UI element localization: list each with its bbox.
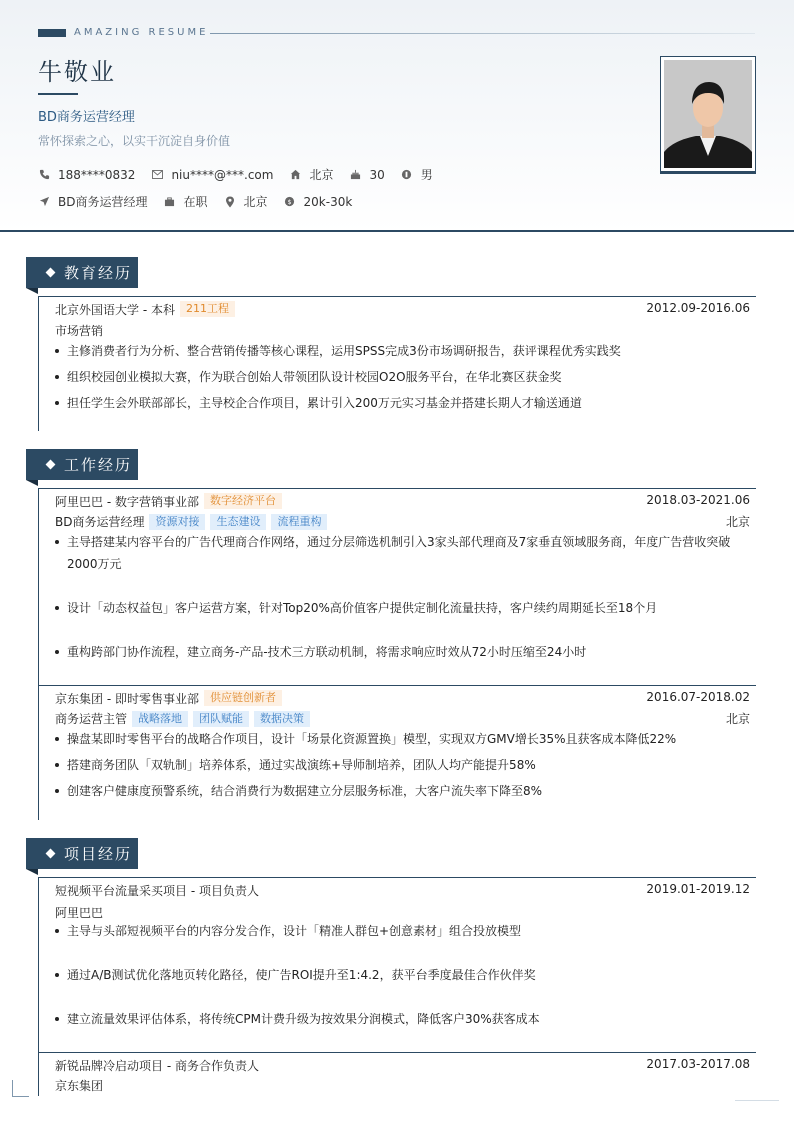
phone-icon — [38, 169, 50, 181]
skill-tag: 资源对接 — [149, 514, 205, 530]
bullet-dot — [55, 929, 59, 933]
work-entry — [38, 488, 756, 685]
bullet-text: 创建客户健康度预警系统，结合消费行为数据建立分层服务标准，大客户流失率下降至8% — [67, 784, 543, 798]
skill-tag: 流程重构 — [271, 514, 327, 530]
entry-subtitle — [55, 904, 750, 921]
section-title-project — [26, 838, 138, 869]
bullet-item — [55, 728, 750, 750]
entry-date: 2019.01-2019.12 — [646, 882, 750, 896]
bullet-dot — [55, 737, 59, 741]
gender-text: 男 — [420, 168, 433, 182]
intent-city-text: 北京 — [243, 195, 268, 209]
email-item — [151, 168, 273, 182]
bullet-item — [55, 780, 750, 802]
tab-fold — [26, 480, 38, 486]
bullet-item — [55, 597, 750, 619]
section-title-work — [26, 449, 138, 480]
bullet-dot — [55, 650, 59, 654]
city-text: 北京 — [309, 168, 334, 182]
age-text: 30 — [369, 167, 385, 182]
mail-icon — [151, 169, 163, 181]
phone-text: 188****0832 — [58, 167, 136, 182]
cake-icon — [349, 169, 361, 181]
bullet-item — [55, 641, 750, 663]
section-title-text: 项目经历 — [64, 845, 133, 863]
skill-tag: 生态建设 — [210, 514, 266, 530]
age-item — [349, 168, 384, 182]
bullet-dot — [55, 375, 59, 379]
bullet-dot — [55, 540, 59, 544]
entry-header — [55, 300, 750, 318]
company: 京东集团 — [55, 1079, 104, 1093]
intent-city-item — [224, 193, 268, 210]
entry-date: 2012.09-2016.06 — [646, 301, 750, 315]
send-icon — [38, 196, 50, 208]
bullet-text: 通过A/B测试优化落地页转化路径，使广告ROI提升至1:4.2，获平台季度最佳合作伙伴奖 — [67, 968, 536, 982]
bullet-text: 建立流量效果评估体系，将传统CPM计费升级为按效果分润模式，降低客户30%获客成本 — [67, 1012, 540, 1026]
entry-title: 短视频平台流量采买项目 - 项目负责人 — [55, 883, 259, 898]
position: BD商务运营经理 — [55, 515, 145, 529]
intent-position-text: BD商务运营经理 — [58, 195, 148, 209]
tab-fold — [26, 869, 38, 875]
svg-text:$: $ — [287, 197, 292, 206]
entry-title: 京东集团 - 即时零售事业部 — [55, 691, 199, 706]
skill-tag: 战略落地 — [132, 711, 188, 727]
diamond-icon — [46, 268, 56, 278]
education-entry — [38, 296, 756, 431]
salary-text: 20k-30k — [303, 194, 353, 209]
section-title-text: 工作经历 — [64, 456, 133, 474]
bullet-dot — [55, 973, 59, 977]
motto: 常怀探索之心，以实干沉淀自身价值 — [38, 134, 231, 148]
entry-subtitle — [55, 1077, 750, 1094]
entry-location: 北京 — [725, 712, 750, 726]
header-divider — [0, 230, 794, 232]
bullet-dot — [55, 763, 59, 767]
entry-subtitle — [55, 322, 750, 339]
entry-header — [55, 881, 750, 899]
entry-header — [55, 689, 750, 707]
home-icon — [289, 169, 301, 181]
major: 市场营销 — [55, 324, 104, 338]
bullet-text: 主修消费者行为分析、整合营销传播等核心课程，运用SPSS完成3份市场调研报告，获评课程优秀实践奖 — [67, 344, 621, 358]
location-icon — [224, 196, 236, 208]
diamond-icon — [46, 460, 56, 470]
bullet-continuation — [55, 553, 750, 575]
tag-badge: 供应链创新者 — [204, 690, 282, 706]
bullet-item — [55, 754, 750, 776]
bullet-item — [55, 366, 750, 388]
profile-photo — [660, 56, 756, 172]
status-item — [163, 193, 207, 210]
entry-header — [55, 1056, 750, 1074]
bullet-item — [55, 920, 750, 942]
salary-icon — [284, 196, 296, 208]
gender-icon — [401, 169, 413, 181]
tab-fold — [26, 288, 38, 294]
page-corner-mark — [12, 1080, 29, 1097]
bullet-item — [55, 964, 750, 986]
bullet-dot — [55, 349, 59, 353]
name-underline — [38, 93, 78, 95]
email-text: niu****@***.com — [171, 167, 274, 182]
bullet-text: 主导与头部短视频平台的内容分发合作，设计「精准人群包+创意素材」组合投放模型 — [67, 924, 522, 938]
bullet-dot — [55, 1017, 59, 1021]
avatar — [664, 60, 752, 168]
entry-title: 北京外国语大学 - 本科 — [55, 302, 175, 317]
intent-row — [38, 193, 368, 210]
section-title-education — [26, 257, 138, 288]
diamond-icon — [46, 849, 56, 859]
brand-text: AMAZING RESUME — [74, 27, 209, 38]
skill-tag: 团队赋能 — [193, 711, 249, 727]
contact-row — [38, 166, 449, 183]
bullet-text: 操盘某即时零售平台的战略合作项目，设计「场景化资源置换」模型，实现双方GMV增长35%且获客成本降低22% — [67, 732, 677, 746]
gender-item — [401, 166, 433, 183]
phone-item — [38, 168, 135, 182]
bullet-text: 设计「动态权益包」客户运营方案，针对Top20%高价值客户提供定制化流量扶持，客户续约周期延长至18个月 — [67, 601, 658, 615]
job-title: BD商务运营经理 — [38, 110, 135, 125]
salary-item — [284, 195, 353, 209]
status-text: 在职 — [183, 195, 208, 209]
bullet-dot — [55, 789, 59, 793]
section-title-text: 教育经历 — [64, 264, 133, 282]
candidate-name: 牛敬业 — [38, 58, 116, 86]
bullet-text: 搭建商务团队「双轨制」培养体系，通过实战演练+导师制培养，团队人均产能提升58% — [67, 758, 536, 772]
skill-tag: 数据决策 — [254, 711, 310, 727]
entry-date: 2016.07-2018.02 — [646, 690, 750, 704]
bullet-item — [55, 340, 750, 362]
project-entry — [38, 1052, 756, 1096]
entry-date: 2017.03-2017.08 — [646, 1057, 750, 1071]
tag-badge: 211工程 — [180, 301, 235, 317]
entry-location: 北京 — [725, 515, 750, 529]
bullet-item — [55, 1008, 750, 1030]
page-corner-line — [735, 1100, 779, 1101]
bullet-text: 主导搭建某内容平台的广告代理商合作网络，通过分层筛选机制引入3家头部代理商及7家垂直领域服务商，年度广告营收突破 — [67, 535, 731, 549]
bullet-item — [55, 392, 750, 414]
brand-bar — [38, 29, 66, 37]
bullet-dot — [55, 606, 59, 610]
city-item — [289, 166, 333, 183]
intent-position-item — [38, 193, 147, 210]
work-entry — [38, 685, 756, 820]
company: 阿里巴巴 — [55, 906, 104, 920]
entry-date: 2018.03-2021.06 — [646, 493, 750, 507]
entry-subtitle — [55, 513, 750, 530]
bullet-text: 组织校园创业模拟大赛，作为联合创始人带领团队设计校园O2O服务平台，在华北赛区获金奖 — [67, 370, 562, 384]
entry-header — [55, 492, 750, 510]
tag-badge: 数字经济平台 — [204, 493, 282, 509]
bullet-item — [55, 531, 750, 553]
position: 商务运营主管 — [55, 712, 128, 726]
entry-subtitle — [55, 710, 750, 727]
entry-title: 阿里巴巴 - 数字营销事业部 — [55, 494, 199, 509]
project-entry — [38, 877, 756, 1052]
bullet-dot — [55, 401, 59, 405]
briefcase-icon — [163, 196, 175, 208]
entry-title: 新锐品牌冷启动项目 - 商务合作负责人 — [55, 1058, 259, 1073]
bullet-text: 担任学生会外联部部长，主导校企合作项目，累计引入200万元实习基金并搭建长期人才输送通道 — [67, 396, 582, 410]
photo-accent-bar — [660, 171, 756, 174]
brand-divider — [210, 33, 755, 34]
bullet-text: 2000万元 — [67, 557, 122, 571]
bullet-text: 重构跨部门协作流程，建立商务-产品-技术三方联动机制，将需求响应时效从72小时压缩至24小时 — [67, 645, 587, 659]
